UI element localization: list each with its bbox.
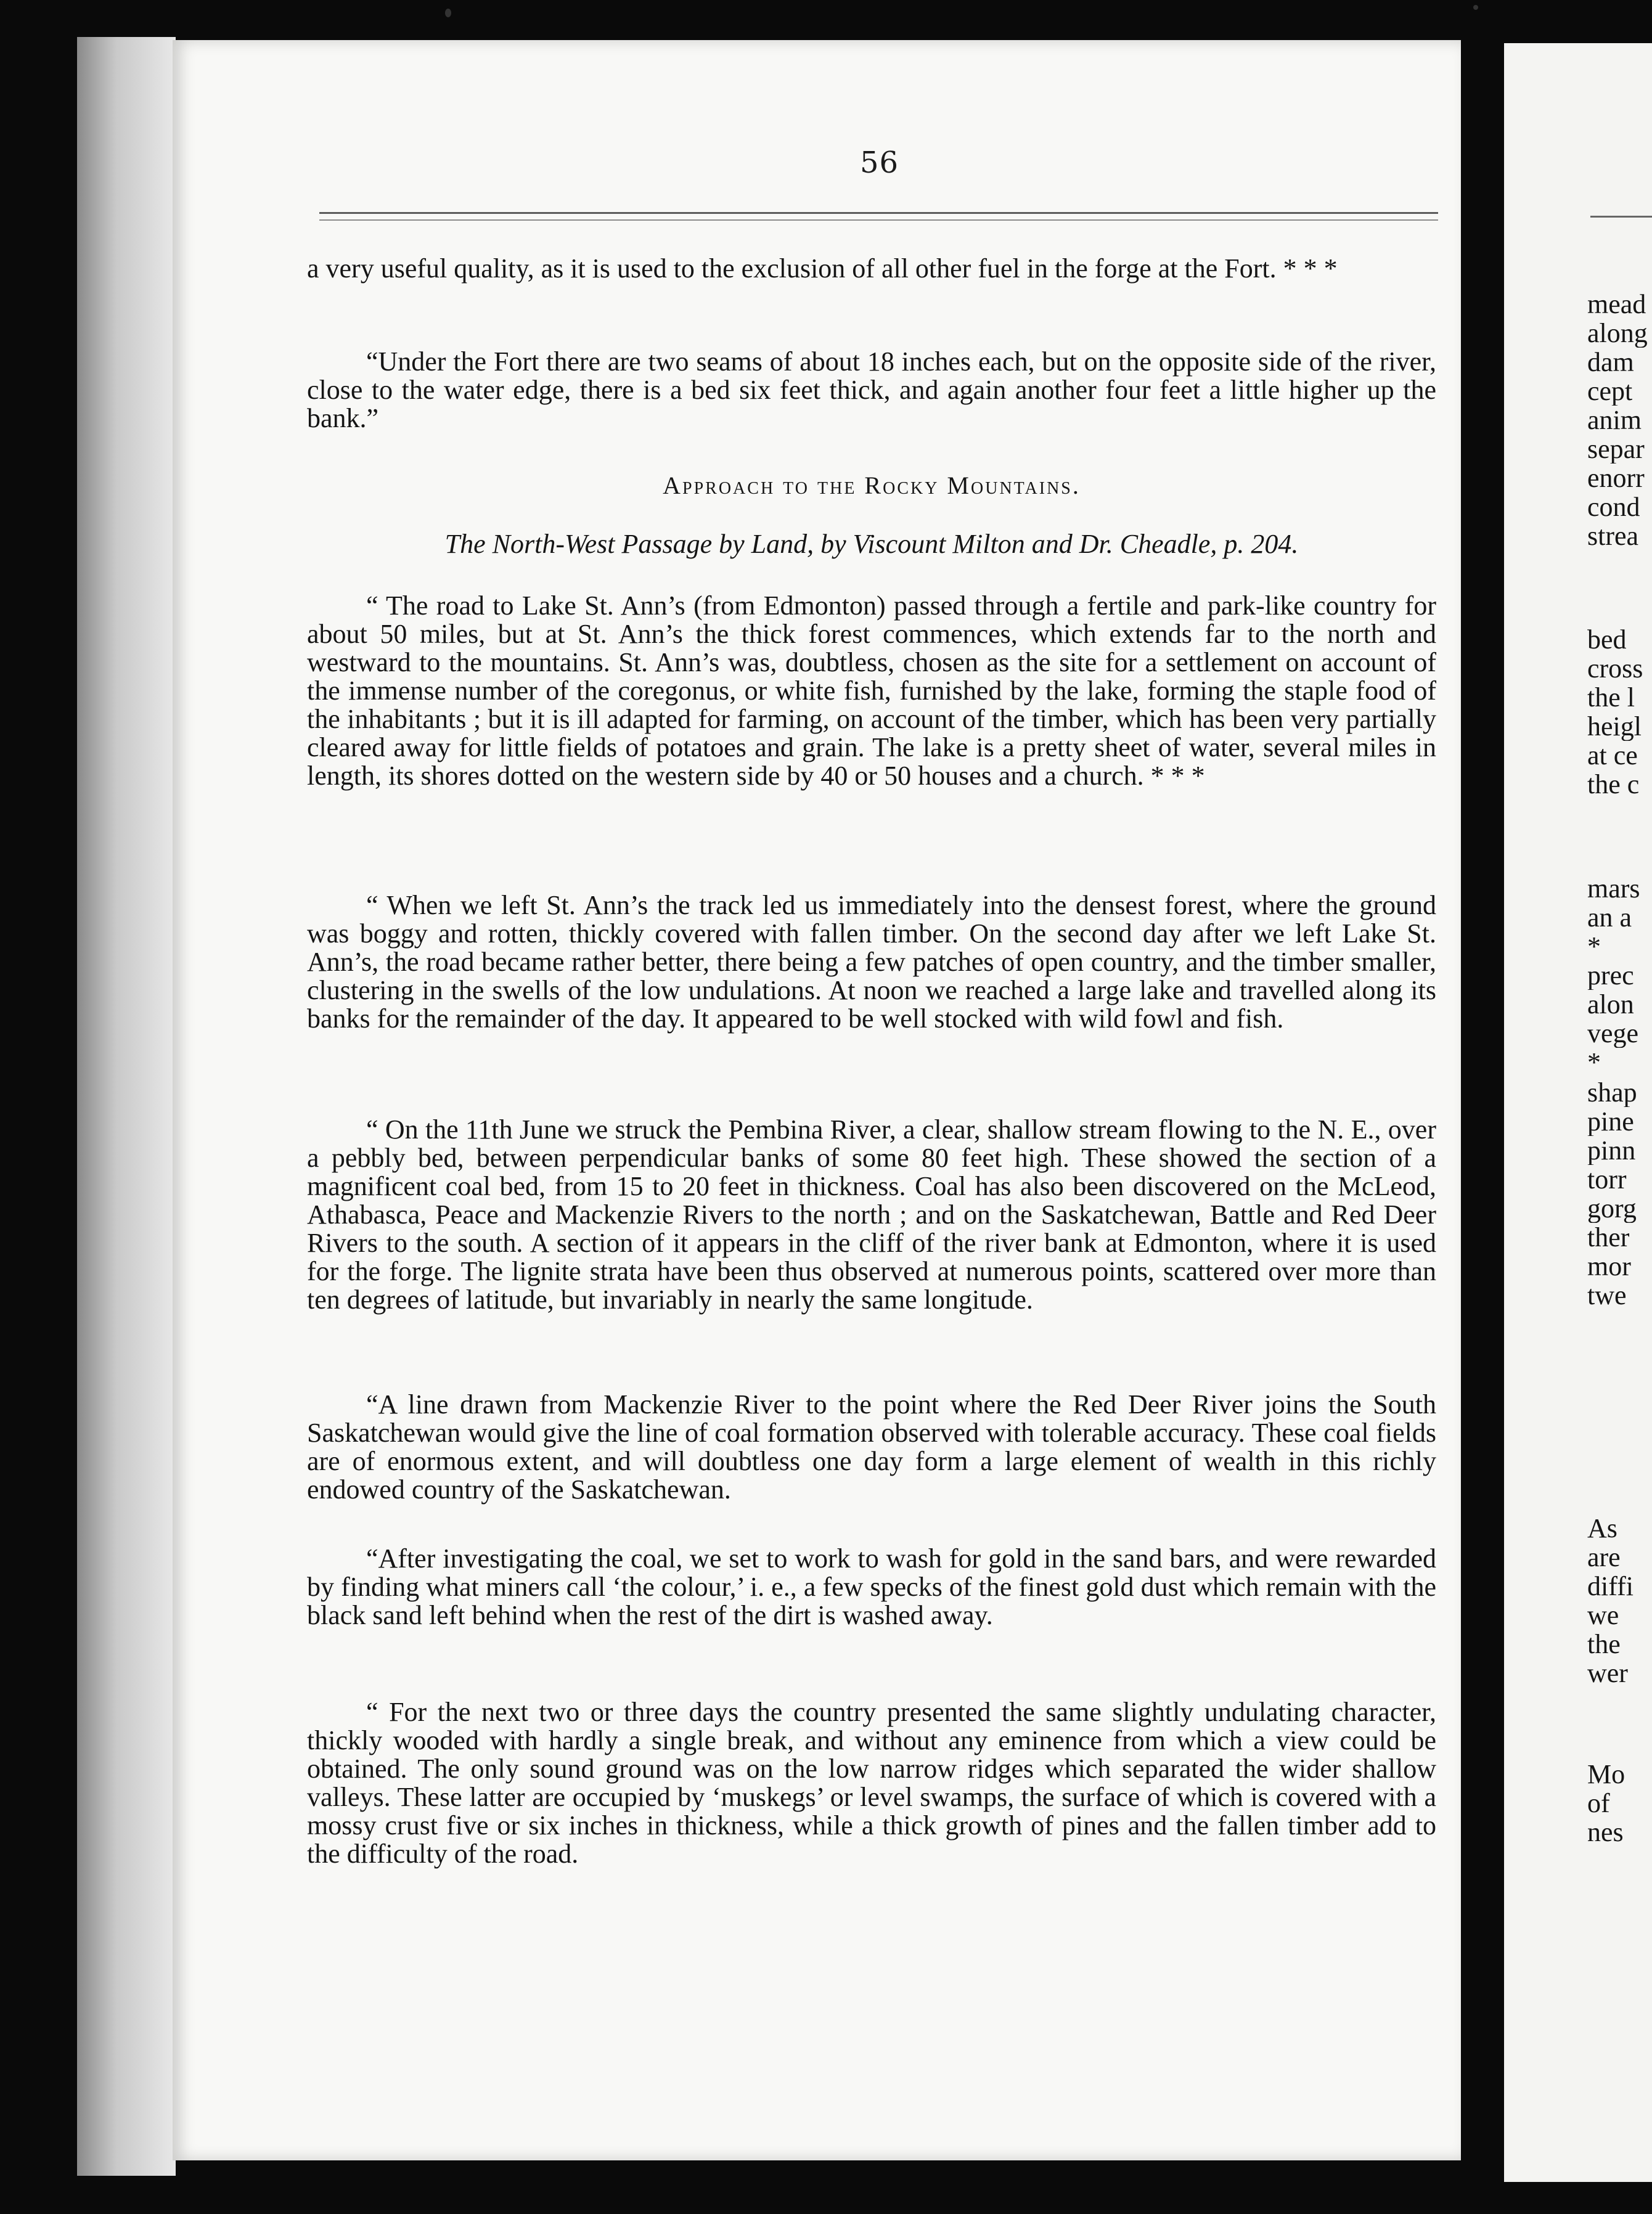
facing-page-fragment: anim [1587, 406, 1642, 435]
facing-page-fragment: nes [1587, 1818, 1624, 1847]
facing-page-fragment: * [1587, 932, 1601, 961]
facing-page-fragment: As [1587, 1514, 1617, 1543]
section-heading: Approach to the Rocky Mountains. [663, 472, 1081, 499]
left-book-edge [77, 37, 176, 2176]
facing-page-fragment: the c [1587, 770, 1640, 799]
facing-page-fragment: an a [1587, 903, 1632, 932]
facing-page-fragment: pine [1587, 1107, 1634, 1136]
facing-page-fragment: enorr [1587, 464, 1645, 492]
scan-speck [445, 9, 451, 17]
facing-page-fragment: ther [1587, 1223, 1630, 1252]
paragraph: “A line drawn from Mackenzie River to the point where the Red Deer River joins the South Saskatchewan would give the line of coal formation observed with tolerable accuracy. These coal fields are of enormous extent, and will doubtless one day form a large element of wealth in this richly endowed country of the Saskatchewan. [307, 1389, 1436, 1505]
facing-page-fragment: shap [1587, 1078, 1637, 1107]
facing-page-fragment: mead [1587, 290, 1646, 319]
paragraph-fort-seams [307, 348, 1436, 433]
paragraph: “Under the Fort there are two seams of about 18 inches each, but on the opposite side of the river, close to the water edge, there is a bed six feet thick, and again another four feet a little higher up the bank.” [307, 346, 1436, 433]
facing-page-fragment: * [1587, 1048, 1601, 1077]
header-rule-thin [319, 219, 1438, 221]
paragraph-densest-forest [307, 891, 1436, 1033]
facing-page-fragment: separ [1587, 435, 1645, 464]
facing-page-fragment: the [1587, 1630, 1621, 1659]
source-citation: The North-West Passage by Land, by Viscount Milton and Dr. Cheadle, p. 204. [444, 529, 1299, 559]
facing-page-fragment: the l [1587, 683, 1635, 712]
facing-page-fragment: vege [1587, 1019, 1639, 1048]
facing-page-fragment: twe [1587, 1281, 1627, 1310]
facing-page-fragment: gorg [1587, 1194, 1637, 1223]
facing-page-fragment: pinn [1587, 1136, 1636, 1165]
paragraph-coal-formation [307, 1391, 1436, 1504]
facing-page-fragment: prec [1587, 961, 1634, 990]
paragraph-lake-st-anns [307, 592, 1436, 790]
facing-page-fragment: we [1587, 1601, 1619, 1630]
facing-page-fragment: of [1587, 1789, 1610, 1818]
facing-page-fragment: cond [1587, 492, 1640, 521]
facing-page-fragment: heigl [1587, 712, 1642, 741]
scan-speck [1473, 5, 1478, 10]
facing-page-fragment: alon [1587, 990, 1634, 1019]
facing-page-rule [1590, 216, 1652, 218]
facing-page-fragment: wer [1587, 1659, 1628, 1688]
facing-page-fragment: strea [1587, 521, 1639, 550]
facing-page-fragment: bed [1587, 625, 1627, 654]
paragraph-gold-washing [307, 1545, 1436, 1630]
paragraph-continuation [307, 255, 1436, 283]
facing-page-fragment: cept [1587, 377, 1633, 406]
facing-page-fragment: dam [1587, 348, 1634, 377]
facing-page-fragment: mor [1587, 1252, 1631, 1281]
facing-page-fragment: Mo [1587, 1760, 1625, 1789]
paragraph: “After investigating the coal, we set to work to wash for gold in the sand bars, and were rewarded by finding what miners call ‘the colour,’ i. e., a few specks of the finest gold dust which remain with the black sand left behind when the rest of the dirt is washed away. [307, 1543, 1436, 1630]
paragraph: “ When we left St. Ann’s the track led us immediately into the densest forest, where the ground was boggy and rotten, thickly covered with fallen timber. On the second day after we left Lake St. Ann’s, the road became rather better, there being a few patches of open country, and the timber smaller, clustering in the swells of the low undulations. At noon we reached a large lake and travelled along its banks for the remainder of the day. It appeared to be well stocked with wild fowl and fish. [307, 890, 1436, 1034]
paragraph: “ For the next two or three days the country presented the same slightly undulating character, thickly wooded with hardly a single break, and without any eminence from which a view could be obtained. The only sound ground was on the low narrow ridges which separated the wider shallow valleys. These latter are occupied by ‘muskegs’ or level swamps, the surface of which is covered with a mossy crust five or six inches in thickness, while a thick growth of pines and the fallen timber add to the difficulty of the road. [307, 1697, 1436, 1869]
paragraph: “ The road to Lake St. Ann’s (from Edmonton) passed through a fertile and park-like country for about 50 miles, but at St. Ann’s the thick forest commences, which extends far to the north and westward to the mountains. St. Ann’s was, doubtless, chosen as the site for a settlement on account of the immense number of the coregonus, or white fish, furnished by the lake, forming the staple food of the inhabitants ; but it is ill adapted for farming, on account of the timber, which has been very partially cleared away for little fields of potatoes and grain. The lake is a pretty sheet of water, several miles in length, its shores dotted on the western side by 40 or 50 houses and a church. * * * [307, 590, 1436, 791]
facing-page-fragment: at ce [1587, 741, 1638, 770]
facing-page-fragment: torr [1587, 1165, 1627, 1194]
facing-page-fragment: along [1587, 319, 1648, 348]
header-rule [319, 212, 1438, 214]
paragraph: “ On the 11th June we struck the Pembina River, a clear, shallow stream flowing to the N. E., over a pebbly bed, between perpendicular banks of some 80 feet high. These showed the section of a magnificent coal bed, from 15 to 20 feet in thickness. Coal has also been discovered on the McLeod, Athabasca, Peace and Mackenzie Rivers to the north ; and on the Saskatchewan, Battle and Red Deer Rivers to the south. A section of it appears in the cliff of the river bank at Edmonton, where it is used for the forge. The lignite strata have been thus observed at numerous points, scattered over more than ten degrees of latitude, but invariably in nearly the same longitude. [307, 1114, 1436, 1315]
facing-page-fragment: are [1587, 1543, 1621, 1572]
paragraph-pembina-river [307, 1116, 1436, 1314]
paragraph: a very useful quality, as it is used to the exclusion of all other fuel in the forge at the Fort. * * * [307, 253, 1338, 284]
paragraph-muskegs [307, 1698, 1436, 1868]
facing-page-fragment: mars [1587, 874, 1640, 903]
facing-page-fragment: diffi [1587, 1572, 1634, 1601]
facing-page-fragment: cross [1587, 654, 1643, 683]
page-number: 56 [860, 145, 899, 180]
